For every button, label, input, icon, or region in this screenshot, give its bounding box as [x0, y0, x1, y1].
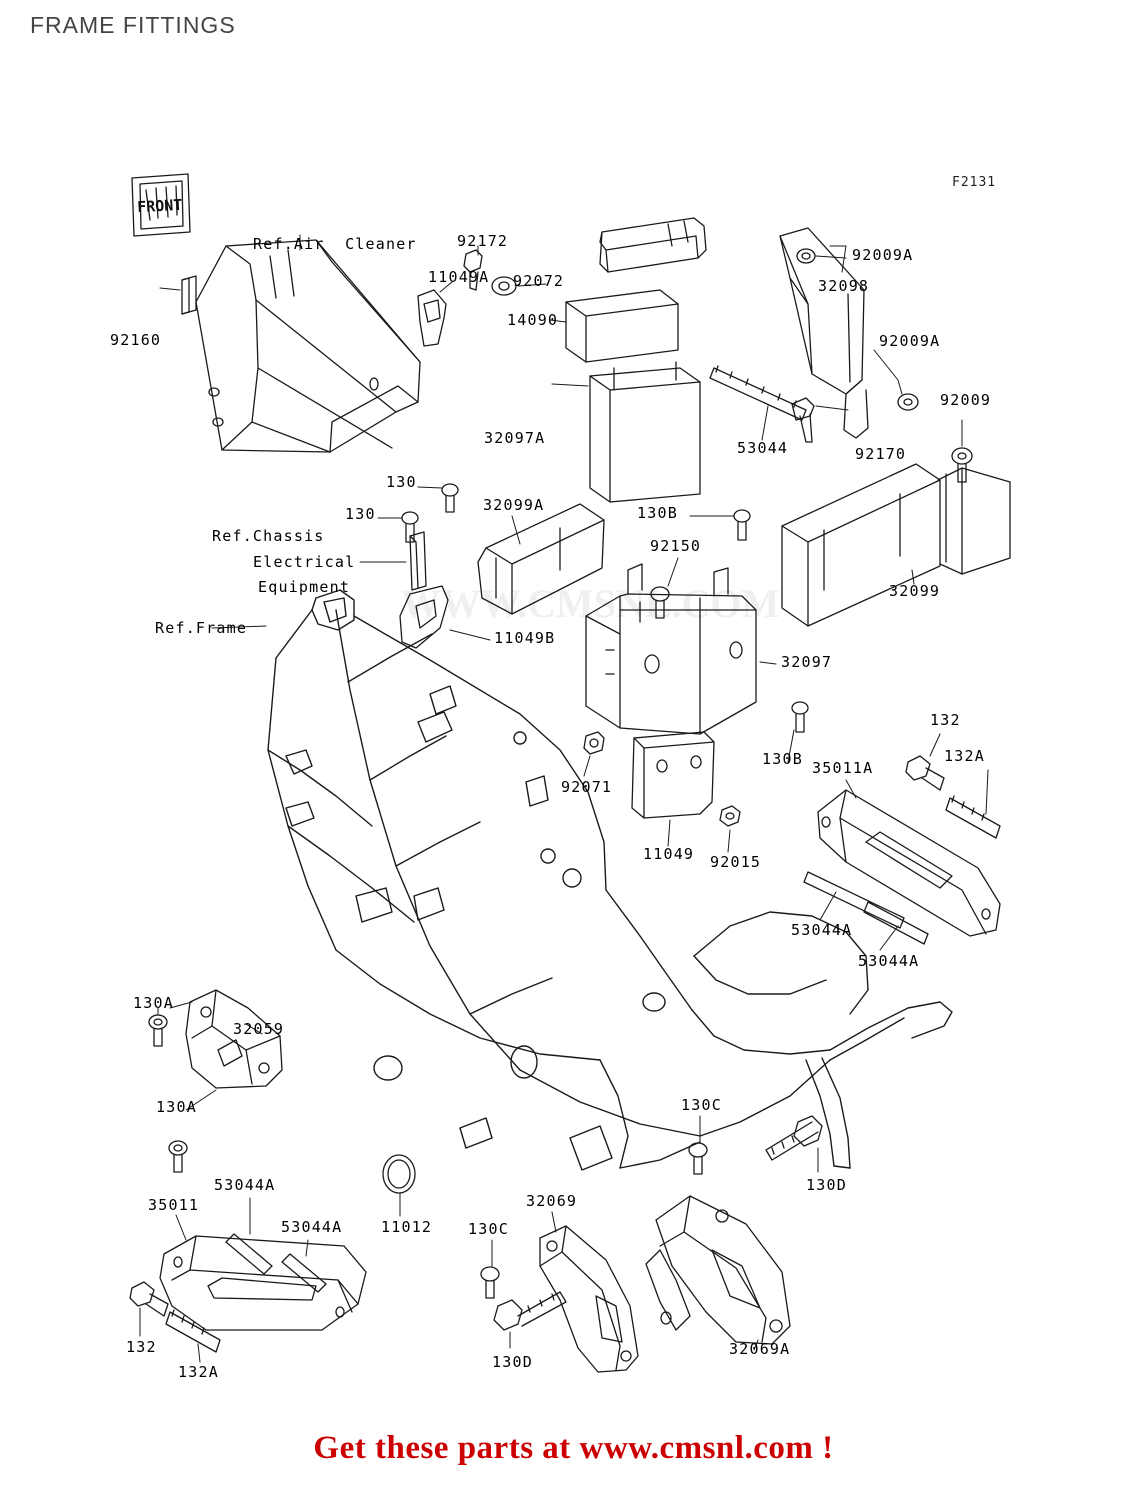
part-32097 [586, 564, 756, 734]
label-92009A-top: 92009A [852, 246, 914, 264]
label-130D-left: 130D [492, 1353, 533, 1371]
part-53044 [710, 366, 806, 420]
part-11049A [418, 290, 446, 346]
label-130B-top: 130B [637, 504, 678, 522]
part-130-a [442, 484, 458, 512]
part-132-left [130, 1282, 168, 1316]
label-130-a: 130 [386, 473, 417, 491]
part-air-cleaner-cover [196, 240, 420, 452]
label-ref-equipment: Equipment [258, 578, 351, 596]
label-130A-top: 130A [133, 994, 174, 1012]
part-92009A-top [797, 249, 815, 263]
label-92072: 92072 [513, 272, 565, 290]
part-92160 [182, 276, 196, 314]
part-92015 [720, 806, 740, 826]
label-32099: 32099 [889, 582, 941, 600]
label-53044A-right-2: 53044A [858, 952, 920, 970]
label-32098: 32098 [818, 277, 870, 295]
label-14090: 14090 [507, 311, 559, 329]
part-35011 [160, 1236, 366, 1330]
label-92170: 92170 [855, 445, 907, 463]
part-ref-frame [268, 590, 952, 1170]
label-132-right: 132 [930, 711, 961, 729]
part-130A-top [149, 1015, 167, 1046]
label-ref-frame: Ref.Frame [155, 619, 248, 637]
label-92172: 92172 [457, 232, 509, 250]
label-ref-chassis: Ref.Chassis [212, 527, 325, 545]
part-132-right [906, 756, 944, 790]
label-32069: 32069 [526, 1192, 578, 1210]
label-53044: 53044 [737, 439, 789, 457]
label-130D-right: 130D [806, 1176, 847, 1194]
part-32097A [590, 362, 700, 502]
label-130C-right: 130C [681, 1096, 722, 1114]
svg-text:FRONT: FRONT [136, 195, 183, 217]
label-11012: 11012 [381, 1218, 433, 1236]
page-title: FRAME FITTINGS [30, 12, 236, 38]
part-130B-mid [792, 702, 808, 732]
label-35011A: 35011A [812, 759, 874, 777]
label-132-left: 132 [126, 1338, 157, 1356]
label-32099A: 32099A [483, 496, 545, 514]
figure-code: F2131 [952, 175, 997, 190]
label-53044A-right-1: 53044A [791, 921, 853, 939]
part-130B-top [734, 510, 750, 540]
label-130-b: 130 [345, 505, 376, 523]
part-130A-bottom [169, 1141, 187, 1172]
part-11049 [632, 732, 714, 818]
part-132A-right [946, 796, 1000, 838]
part-chassis-electrical-plate [410, 532, 426, 590]
part-32069 [540, 1226, 638, 1372]
label-132A-left: 132A [178, 1363, 219, 1381]
label-11049A: 11049A [428, 268, 490, 286]
footer-promo: Get these parts at www.cmsnl.com ! [313, 1430, 834, 1466]
part-130C-left [481, 1267, 499, 1298]
label-11049B: 11049B [494, 629, 556, 647]
label-53044A-left-1: 53044A [214, 1176, 276, 1194]
label-35011: 35011 [148, 1196, 200, 1214]
part-14090 [566, 290, 678, 362]
part-11012 [383, 1155, 415, 1193]
part-132A-left [166, 1310, 220, 1352]
part-92009A-right [898, 394, 918, 410]
label-11049: 11049 [643, 845, 695, 863]
part-53044A-right-2 [864, 902, 928, 944]
label-92009A-right: 92009A [879, 332, 941, 350]
part-32099A [478, 504, 604, 614]
part-130D-left [494, 1292, 566, 1330]
label-32097A: 32097A [484, 429, 546, 447]
label-32097: 32097 [781, 653, 833, 671]
label-92150: 92150 [650, 537, 702, 555]
label-132A-right: 132A [944, 747, 985, 765]
part-130D-right [766, 1116, 822, 1160]
part-130C-right [689, 1143, 707, 1174]
parts-diagram [0, 50, 1147, 1420]
part-53044A-left-2 [282, 1254, 326, 1292]
part-92150 [651, 587, 669, 618]
label-32069A: 32069A [729, 1340, 791, 1358]
part-92071 [584, 732, 604, 754]
label-53044A-left-2: 53044A [281, 1218, 343, 1236]
label-92160: 92160 [110, 331, 162, 349]
label-32059: 32059 [233, 1020, 285, 1038]
label-130A-bottom: 130A [156, 1098, 197, 1116]
watermark: WWW.CMSNL.COM [400, 581, 780, 626]
label-130B-mid: 130B [762, 750, 803, 768]
label-92015: 92015 [710, 853, 762, 871]
label-ref-air-cleaner: Ref.Air Cleaner [253, 235, 417, 253]
part-14090-bracket [600, 218, 706, 272]
label-ref-electrical: Electrical [253, 553, 356, 571]
label-92071: 92071 [561, 778, 613, 796]
label-130C-left: 130C [468, 1220, 509, 1238]
label-92009: 92009 [940, 391, 992, 409]
part-32069A [646, 1196, 790, 1344]
